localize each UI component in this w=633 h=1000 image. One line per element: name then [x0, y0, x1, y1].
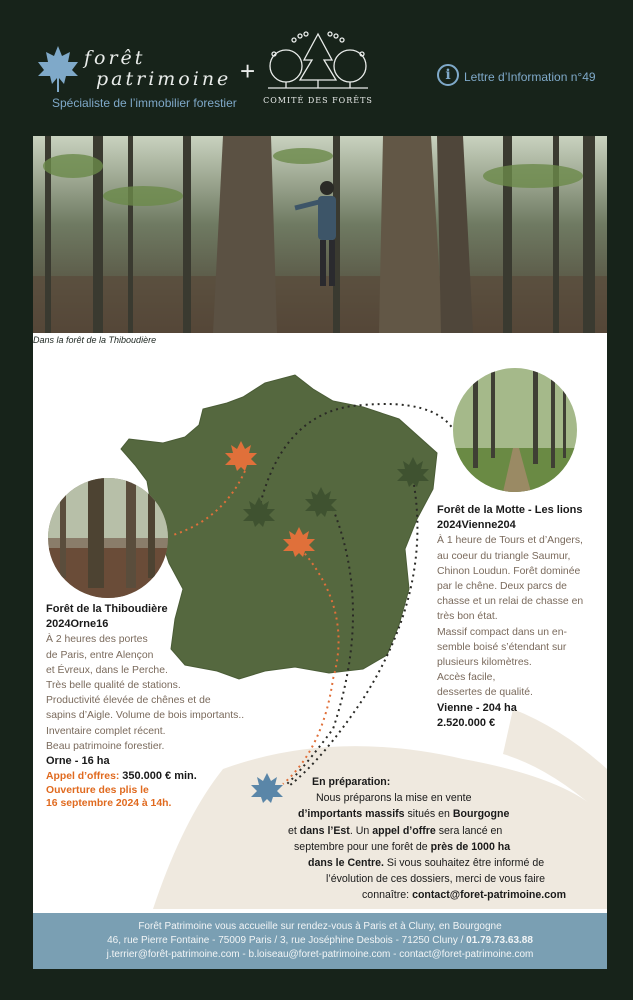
- forest-photo-thiboudiere: [48, 478, 168, 598]
- brand-line-2: patrimoine: [96, 68, 232, 90]
- contact-email-link[interactable]: contact@foret-patrimoine.com: [412, 889, 567, 902]
- tagline: Spécialiste de l’immobilier forestier: [52, 96, 237, 110]
- pine-trees-logo-icon: [264, 30, 372, 92]
- listing-description-line: par le chêne. Deux parcs de: [437, 581, 567, 593]
- brand-line-1: forêt: [84, 47, 146, 69]
- listing-description-line: Massif compact dans un en-: [437, 626, 567, 638]
- listing-description-line: Beau patrimoine forestier.: [46, 740, 165, 752]
- preparation-line: connaître: contact@foret-patrimoine.com: [362, 889, 567, 902]
- listing-motte: [437, 503, 607, 731]
- newsletter-label: Lettre d’Information n°49: [464, 70, 596, 84]
- listing-description-line: au coeur du triangle Saumur,: [437, 550, 571, 562]
- listing-title: Forêt de la Thiboudière: [46, 603, 168, 615]
- preparation-line: Nous préparons la mise en vente: [316, 792, 472, 805]
- listing-location-area: Orne - 16 ha: [46, 755, 110, 768]
- listing-description-line: sapins d’Aigle. Volume de bois importants..: [46, 710, 245, 722]
- tender-value: 350.000 € min.: [122, 770, 197, 783]
- listing-description-line: chasse et un relai de chasse en: [437, 596, 584, 608]
- preparation-line: et dans l’Est. Un appel d’offre sera lancé en: [288, 824, 503, 837]
- listing-description-line: plusieurs kilomètres.: [437, 657, 532, 669]
- listing-title: Forêt de la Motte - Les lions: [437, 504, 583, 516]
- listing-description-line: À 2 heures des portes: [46, 634, 148, 646]
- preparation-notice: [290, 774, 600, 904]
- listing-location-area: Vienne - 204 ha: [437, 701, 517, 714]
- listing-description-line: semble boisé s’étendant sur: [437, 641, 567, 653]
- info-icon: i: [437, 64, 459, 86]
- listing-thiboudiere: [46, 602, 276, 810]
- listing-description-line: Productivité élevée de chênes et de: [46, 695, 211, 707]
- listing-description-line: dessertes de qualité.: [437, 687, 533, 699]
- preparation-heading: En préparation:: [312, 776, 391, 788]
- tender-label: Appel d’offres:: [46, 771, 120, 783]
- header: [0, 0, 633, 130]
- hero-photo: [33, 136, 607, 333]
- footer-addresses: 46, rue Pierre Fontaine - 75009 Paris / 3, rue Joséphine Desbois - 71250 Cluny / 01.79.73.63.88: [107, 935, 533, 946]
- hero-caption: Dans la forêt de la Thiboudière: [33, 335, 157, 345]
- forest-photo-motte: [453, 368, 577, 492]
- footer-welcome: Forêt Patrimoine vous accueille sur rendez-vous à Paris et à Cluny, en Bourgogne: [138, 921, 502, 932]
- listing-description-line: Accès facile,: [437, 672, 496, 684]
- footer: [33, 913, 607, 969]
- listing-description-line: À 1 heure de Tours et d’Angers,: [437, 535, 583, 547]
- footer-phone[interactable]: 01.79.73.63.88: [466, 935, 533, 946]
- listing-reference: 2024Orne16: [46, 618, 109, 631]
- listing-price: 2.520.000 €: [437, 716, 496, 729]
- preparation-line: l’évolution de ces dossiers, merci de vous faire: [326, 873, 546, 886]
- brand-name: [84, 48, 231, 89]
- footer-emails[interactable]: j.terrier@forêt-patrimoine.com - b.loiseau@foret-patrimoine.com - contact@foret-patrimoine.com: [106, 949, 534, 960]
- listing-description-line: Très belle qualité de stations.: [46, 680, 181, 692]
- listing-reference: 2024Vienne204: [437, 519, 516, 532]
- tender-row: [46, 769, 276, 784]
- listing-description-line: et Évreux, dans le Perche.: [46, 664, 168, 676]
- listing-description-line: de Paris, entre Alençon: [46, 649, 154, 661]
- partner-name: COMITÉ DES FORÊTS: [263, 96, 373, 105]
- preparation-line: d’importants massifs situés en Bourgogne: [298, 808, 510, 821]
- listing-description-line: très bon état.: [437, 611, 498, 623]
- opening-date-line: Ouverture des plis le: [46, 785, 149, 797]
- preparation-line: dans le Centre. Si vous souhaitez être informé de: [308, 857, 545, 870]
- preparation-line: septembre pour une forêt de près de 1000 ha: [294, 840, 511, 853]
- opening-date-line: 16 septembre 2024 à 14h.: [46, 798, 172, 810]
- maple-leaf-logo-icon: [36, 44, 80, 94]
- listing-description-line: Inventaire complet récent.: [46, 725, 166, 737]
- listing-description-line: Chinon Loudun. Forêt dominée: [437, 565, 581, 577]
- plus-sign: +: [240, 56, 256, 86]
